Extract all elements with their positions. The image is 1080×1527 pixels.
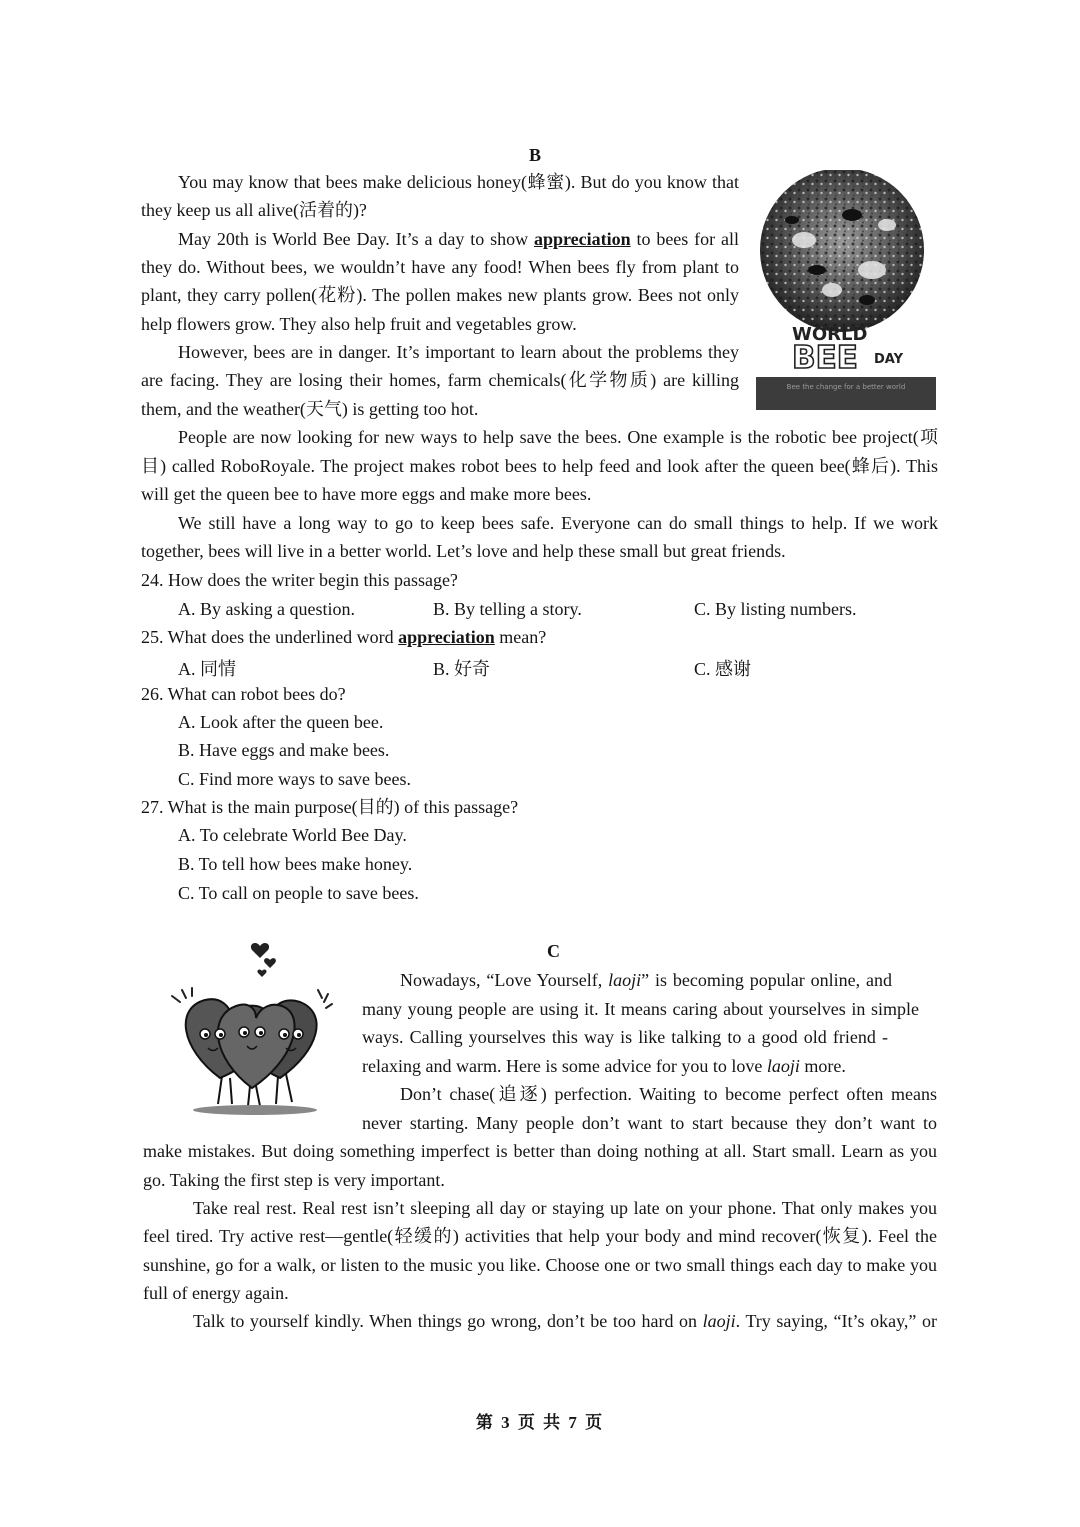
question-26-option-b: B. Have eggs and make bees. xyxy=(178,740,390,760)
question-24-option-c: C. By listing numbers. xyxy=(694,599,857,619)
question-25-option-b: B. 好奇 xyxy=(433,659,491,679)
passage-c-text: ” is becoming popular online, and xyxy=(641,970,892,990)
passage-c-p3-line1: Take real rest. Real rest isn’t sleeping all day or staying up late on your phone. That only makes you xyxy=(193,1198,937,1218)
passage-b-text: to bees for all xyxy=(630,229,739,249)
question-25 xyxy=(141,623,546,652)
world-bee-day-poster xyxy=(752,170,938,412)
heart-characters-illustration xyxy=(160,938,345,1123)
passage-c-text: Talk to yourself kindly. When things go wrong, don’t be too hard on xyxy=(193,1311,703,1331)
question-27: 27. What is the main purpose(目的) of this passage? xyxy=(141,797,519,817)
passage-b-p5-line1: We still have a long way to go to keep bees safe. Everyone can do small things to help. If we work xyxy=(178,513,938,533)
passage-c-text: . Try saying, “It’s okay,” or xyxy=(735,1311,937,1331)
passage-c-text: Nowadays, “Love Yourself, xyxy=(400,970,609,990)
passage-c-p2-line4: go. Taking the first step is very important. xyxy=(143,1170,445,1190)
poster-title-bee: BEE xyxy=(792,340,858,376)
passage-c-p3-line4: full of energy again. xyxy=(143,1283,289,1303)
question-24: 24. How does the writer begin this passage? xyxy=(141,570,458,590)
passage-c-text: relaxing and warm. Here is some advice for you to love xyxy=(362,1056,767,1076)
underlined-word: appreciation xyxy=(533,229,631,249)
question-27-option-a: A. To celebrate World Bee Day. xyxy=(178,825,407,845)
passage-c-p1-line1 xyxy=(400,966,892,995)
question-24-option-b: B. By telling a story. xyxy=(433,599,582,619)
question-26-option-c: C. Find more ways to save bees. xyxy=(178,769,411,789)
section-b-heading: B xyxy=(529,145,542,165)
page-number-footer: 第 3 页 共 7 页 xyxy=(475,1413,605,1432)
passage-c-p4-line1 xyxy=(193,1307,937,1336)
hearts-icon xyxy=(160,938,345,1123)
question-26: 26. What can robot bees do? xyxy=(141,684,346,704)
passage-b-p1-line2: they keep us all alive(活着的)? xyxy=(141,200,367,220)
passage-b-p1-line1: You may know that bees make delicious honey(蜂蜜). But do you know that xyxy=(178,172,739,192)
passage-b-p3-line2: are facing. They are losing their homes, farm chemicals(化学物质) are killing xyxy=(141,370,739,390)
passage-c-p3-line2: feel tired. Try active rest—gentle(轻缓的) activities that help your body and mind recover(恢复). Feel the xyxy=(143,1226,937,1246)
bee-poster-image xyxy=(752,170,938,412)
passage-b-p4-line3: will get the queen bee to have more eggs and make more bees. xyxy=(141,484,592,504)
passage-c-p1-line4 xyxy=(362,1052,846,1081)
question-24-option-a: A. By asking a question. xyxy=(178,599,355,619)
passage-b-text: May 20th is World Bee Day. It’s a day to show xyxy=(178,229,534,249)
passage-b-p5-line2: together, bees will live in a better world. Let’s love and help these small but great friends. xyxy=(141,541,786,561)
question-25-text: mean? xyxy=(494,627,547,647)
passage-c-p2-line1: Don’t chase(追逐) perfection. Waiting to become perfect often means xyxy=(400,1084,937,1104)
question-25-option-c: C. 感谢 xyxy=(694,659,752,679)
underlined-word: appreciation xyxy=(398,627,495,647)
section-c-heading: C xyxy=(547,941,560,961)
passage-b-p3-line3: them, and the weather(天气) is getting too hot. xyxy=(141,399,479,419)
passage-b-p3-line1: However, bees are in danger. It’s important to learn about the problems they xyxy=(178,342,739,362)
passage-b-p2-line1 xyxy=(178,225,739,254)
question-27-option-b: B. To tell how bees make honey. xyxy=(178,854,413,874)
italic-word: laoji xyxy=(702,1311,736,1331)
poster-title-world: WORLD xyxy=(792,324,868,345)
question-25-text: 25. What does the underlined word xyxy=(141,627,399,647)
poster-title-day: DAY xyxy=(874,352,904,367)
passage-c-p1-line3: ways. Calling yourselves this way is like talking to a good old friend - xyxy=(362,1027,888,1047)
passage-c-p1-line2: many young people are using it. It means caring about yourselves in simple xyxy=(362,999,919,1019)
question-27-option-c: C. To call on people to save bees. xyxy=(178,883,419,903)
passage-b-p2-line3: plant, they carry pollen(花粉). The pollen makes new plants grow. Bees not only xyxy=(141,285,739,305)
question-26-option-a: A. Look after the queen bee. xyxy=(178,712,384,732)
passage-b-p4-line1: People are now looking for new ways to help save the bees. One example is the robotic bee project(项 xyxy=(178,427,938,447)
question-25-option-a: A. 同情 xyxy=(178,659,236,679)
passage-c-p3-line3: sunshine, go for a walk, or listen to the music you like. Choose one or two small things each day to make you xyxy=(143,1255,937,1275)
italic-word: laoji xyxy=(766,1056,800,1076)
passage-c-p2-line3: make mistakes. But doing something imperfect is better than doing nothing at all. Start small. Learn as you xyxy=(143,1141,937,1161)
poster-tagline: Bee the change for a better world xyxy=(786,383,906,391)
passage-b-p2-line2: they do. Without bees, we wouldn’t have any food! When bees fly from plant to xyxy=(141,257,739,277)
passage-b-p4-line2: 目) called RoboRoyale. The project makes robot bees to help feed and look after the queen bee(蜂后). This xyxy=(141,456,938,476)
passage-b-p2-line4: help flowers grow. They also help fruit and vegetables grow. xyxy=(141,314,577,334)
passage-c-p2-line2: never starting. Many people don’t want to start because they don’t want to xyxy=(362,1113,937,1133)
passage-c-text: more. xyxy=(799,1056,846,1076)
italic-word: laoji xyxy=(608,970,642,990)
